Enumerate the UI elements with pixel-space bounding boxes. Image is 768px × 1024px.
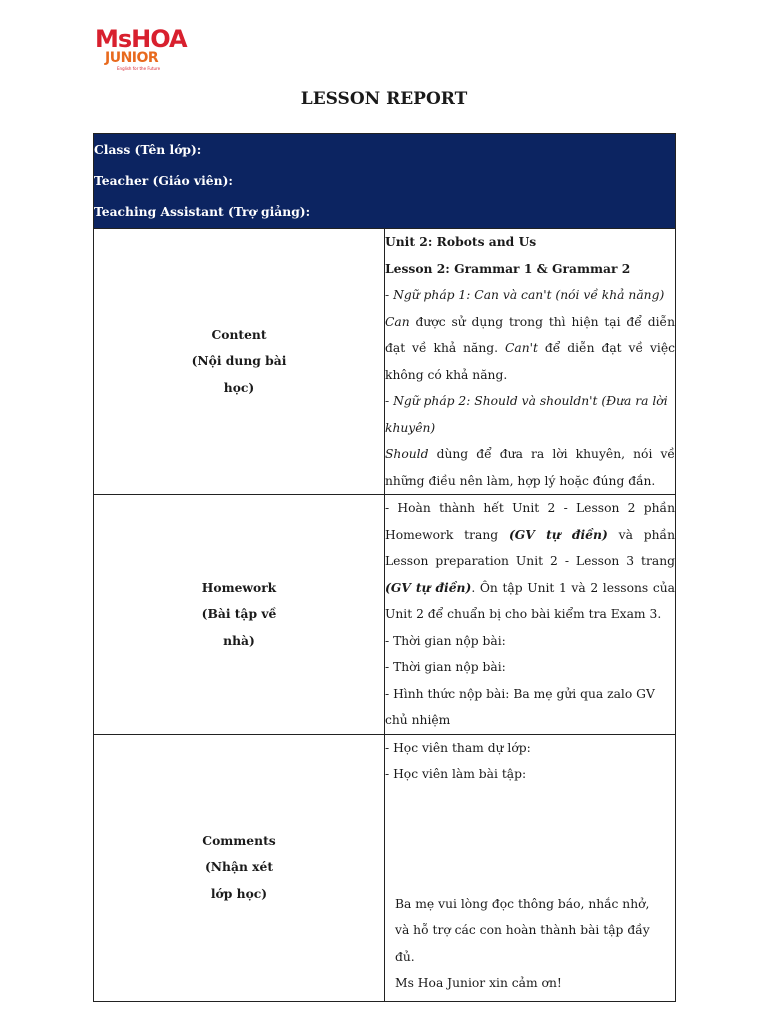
homework-text-a: - Hoàn thành hết Unit 2 - Lesson 2 phần Homework trang (385, 501, 675, 542)
grammar-1-can: Can (385, 314, 410, 329)
homework-label-vi: (Bài tập về (201, 606, 277, 621)
grammar-1-text-b: để diễn đạt về việc không có khả năng. (385, 341, 675, 382)
homework-label: Homework (201, 579, 277, 595)
homework-label-cell (94, 495, 385, 735)
content-label-vi: (Nội dung bài (191, 353, 287, 369)
homework-text-e: . Ôn tập Unit 1 và 2 lessons của Unit 2 để chuẩn bị cho bài kiểm tra Exam 3. (385, 580, 675, 621)
grammar-2-title: - Ngữ pháp 2: Should và shouldn't (Đưa ra lời khuyên) (385, 394, 668, 435)
homework-assignment (385, 495, 675, 628)
class-line (94, 134, 675, 165)
attendance-line: - Học viên tham dự lớp: (385, 740, 531, 755)
parent-note (395, 891, 665, 997)
content-label: Content (211, 326, 267, 342)
thanks-line: Ms Hoa Junior xin cảm ơn! (395, 976, 562, 990)
grammar-2-text (385, 441, 675, 494)
comments-body-cell (385, 734, 676, 1001)
page-title: LESSON REPORT (300, 89, 468, 109)
parent-note-text: Ba mẹ vui lòng đọc thông báo, nhắc nhở, và hỗ trợ các con hoàn thành bài tập đầy đủ. (395, 896, 650, 964)
content-label-cell (94, 229, 385, 495)
comments-label-cell (94, 734, 385, 1001)
homework-deadline-2: - Thời gian nộp bài: (385, 660, 506, 674)
unit-title: Unit 2: Robots and Us (385, 234, 537, 249)
homework-page-placeholder-2: (GV tự điền) (385, 579, 472, 595)
teacher-line (94, 165, 675, 196)
grammar-1-text-a: được sử dụng trong thì hiện tại để diễn đạt về khả năng. (385, 314, 675, 355)
comments-label-vi-2: lớp học) (210, 885, 268, 901)
brand-logo (95, 26, 195, 74)
homework-page-placeholder-1: (GV tự điền) (508, 526, 608, 542)
content-label-vi-2: học) (223, 379, 255, 395)
comments-row (94, 734, 676, 1001)
lesson-title: Lesson 2: Grammar 1 & Grammar 2 (385, 260, 631, 276)
ta-line (94, 196, 675, 227)
lesson-report-table (93, 133, 676, 1002)
teacher-label: Teacher (Giáo viên): (94, 173, 233, 188)
grammar-1-text (385, 309, 675, 389)
logo-brand-text: MsHOA (95, 25, 187, 53)
class-info-cell (94, 134, 676, 229)
grammar-2-text-body: dùng để đưa ra lời khuyên, nói về những điều nên làm, hợp lý hoặc đúng đắn. (385, 447, 675, 488)
homework-status-line: - Học viên làm bài tập: (385, 767, 527, 781)
homework-body-cell (385, 495, 676, 735)
comments-label: Comments (202, 832, 276, 848)
comments-label-vi: (Nhận xét (204, 859, 274, 875)
grammar-2-should: Should (385, 447, 429, 461)
content-body-cell (385, 229, 676, 495)
grammar-1-title: - Ngữ pháp 1: Can và can't (nói về khả năng) (385, 288, 665, 302)
header-row (94, 134, 676, 229)
content-row (94, 229, 676, 495)
grammar-1-cant: Can't (504, 341, 538, 355)
homework-deadline-1: - Thời gian nộp bài: (385, 633, 506, 648)
logo-tagline: English for the Future (117, 66, 161, 71)
homework-submit-method: - Hình thức nộp bài: Ba mẹ gửi qua zalo GV chủ nhiệm (385, 686, 655, 727)
homework-label-vi-2: nhà) (223, 632, 255, 648)
homework-text-c: và phần Lesson preparation Unit 2 - Lesson 3 trang (385, 527, 675, 568)
homework-row (94, 495, 676, 735)
comments-body (385, 735, 675, 1001)
ta-label: Teaching Assistant (Trợ giảng): (94, 204, 311, 219)
class-label: Class (Tên lớp): (94, 142, 202, 157)
logo-junior-text: JUNIOR (105, 50, 159, 66)
